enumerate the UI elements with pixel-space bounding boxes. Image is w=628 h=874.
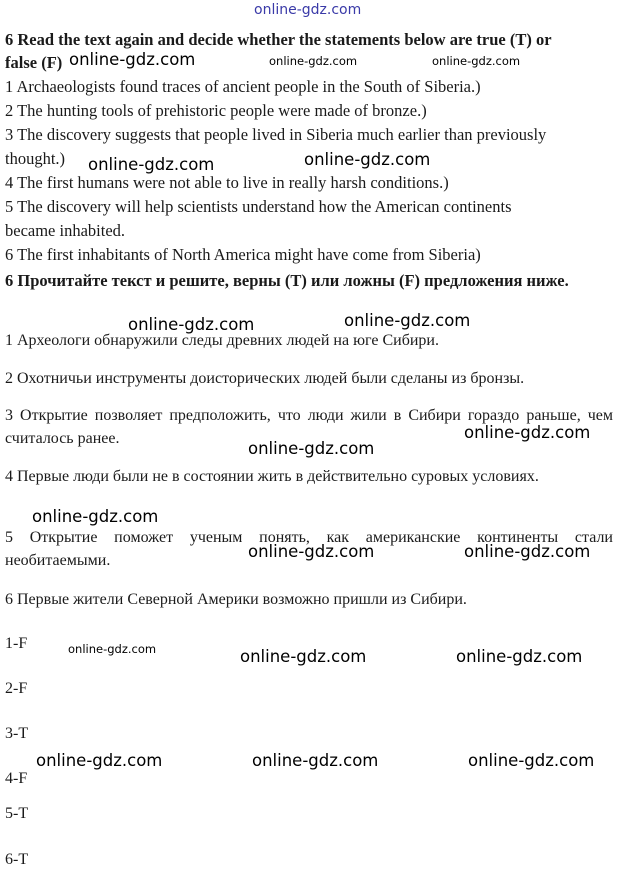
answer-2: 2-F [5,680,28,697]
russian-item-1: 1 Археологи обнаружили следы древних людей на юге Сибири. [5,332,439,349]
russian-item-2: 2 Охотничьи инструменты доисторических людей были сделаны из бронзы. [5,370,525,387]
russian-item-6: 6 Первые жители Северной Америки возможно пришли из Сибири. [5,591,467,608]
english-item-5-cont: became inhabited. [5,221,126,240]
watermark: online-gdz.com [464,423,591,442]
watermark: online-gdz.com [240,647,367,666]
watermark: online-gdz.com [248,439,375,458]
russian-item-3: 3 Открытие позволяет предположить, что люди жили в Сибири гораздо раньше, чем считалось ранее. [5,407,613,447]
watermark: online-gdz.com [468,751,595,770]
watermark: online-gdz.com [254,2,362,18]
answer-1: 1-F [5,635,28,652]
watermark: online-gdz.com [252,751,379,770]
answer-4: 4-F [5,770,28,787]
russian-item-4: 4 Первые люди были не в состоянии жить в действительно суровых условиях. [5,468,539,485]
english-heading-line-2: false (F) [5,53,63,72]
answer-3: 3-T [5,725,29,742]
answer-5: 5-T [5,805,29,822]
english-item-1: 1 Archaeologists found traces of ancient people in the South of Siberia.) [5,77,481,96]
english-item-6: 6 The first inhabitants of North America might have come from Siberia) [5,245,481,264]
answer-6: 6-T [5,851,29,868]
russian-heading: 6 Прочитайте текст и решите, верны (T) или ложны (F) предложения ниже. [5,271,569,290]
english-item-4: 4 The first humans were not able to live in really harsh conditions.) [5,173,449,192]
watermark: online-gdz.com [456,647,583,666]
watermark: online-gdz.com [128,315,255,334]
watermark: online-gdz.com [69,50,196,69]
russian-item-5: 5 Открытие поможет ученым понять, как американские континенты стали необитаемыми. [5,529,613,569]
watermark: online-gdz.com [68,642,157,656]
watermark: online-gdz.com [464,542,591,561]
english-heading-line-1: 6 Read the text again and decide whether the statements below are true (T) or [5,30,552,49]
watermark: online-gdz.com [88,155,215,174]
english-item-5: 5 The discovery will help scientists understand how the American continents [5,197,512,216]
watermark: online-gdz.com [36,751,163,770]
watermark: online-gdz.com [248,542,375,561]
watermark: online-gdz.com [344,311,471,330]
english-item-3-cont: thought.) [5,149,66,168]
english-item-3: 3 The discovery suggests that people lived in Siberia much earlier than previously [5,125,547,144]
english-item-2: 2 The hunting tools of prehistoric people were made of bronze.) [5,101,427,120]
watermark: online-gdz.com [304,150,431,169]
watermark: online-gdz.com [32,507,159,526]
watermark: online-gdz.com [432,54,521,68]
watermark: online-gdz.com [269,54,358,68]
